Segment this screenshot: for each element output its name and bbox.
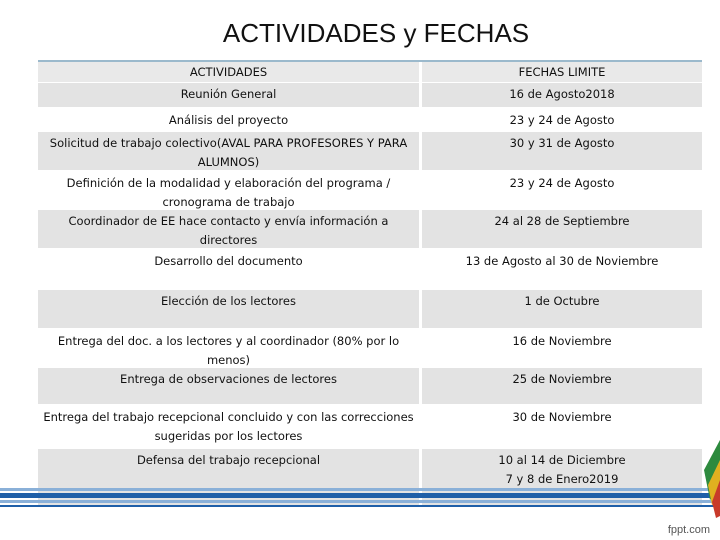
table-row [38,83,702,107]
activity-cell: Entrega de observaciones de lectores [38,368,419,404]
table-row [38,368,702,404]
table-row [38,290,702,328]
footer-brand: fppt.com [667,524,710,536]
date-cell: 30 de Noviembre [512,410,612,424]
table-row [38,330,702,368]
table-header-row [38,60,702,82]
activity-cell: Entrega del doc. a los lectores y al coordinador (80% por lo menos) [57,334,400,367]
table-row [38,109,702,130]
date-cell: 25 de Noviembre [422,368,702,404]
date-cell: 23 y 24 de Agosto [509,176,615,190]
activity-cell: Definición de la modalidad y elaboración del programa / cronograma de trabajo [66,176,391,209]
activity-cell: Análisis del proyecto [168,113,289,127]
header-deadlines: FECHAS LIMITE [422,62,702,82]
date-cell: 16 de Agosto2018 [422,83,702,107]
book-logo-icon [702,430,720,520]
activity-cell: Entrega del trabajo recepcional concluido y con las correcciones sugeridas por los lectores [43,410,414,443]
date-cell: 23 y 24 de Agosto [509,113,615,127]
date-cell: 24 al 28 de Septiembre [422,210,702,248]
activity-cell: Defensa del trabajo recepcional [38,449,419,505]
activity-cell: Coordinador de EE hace contacto y envía información a directores [38,210,419,248]
table-row [38,406,702,448]
activity-cell: Solicitud de trabajo colectivo(AVAL PARA PROFESORES Y PARA ALUMNOS) [38,132,419,170]
date-cell: 16 de Noviembre [512,334,612,348]
header-activities: ACTIVIDADES [38,62,419,82]
activity-cell: Desarrollo del documento [154,254,303,268]
table-row [38,172,702,210]
date-cell: 13 de Agosto al 30 de Noviembre [465,254,659,268]
slide-title: ACTIVIDADES y FECHAS [222,18,530,48]
date-cell: 10 al 14 de Diciembre 7 y 8 de Enero2019 [422,449,702,505]
table-row [38,210,702,248]
date-cell: 1 de Octubre [422,290,702,328]
table-row [38,250,702,288]
table-row [38,132,702,170]
activity-cell: Reunión General [38,83,419,107]
activity-cell: Elección de los lectores [38,290,419,328]
decorative-stripes [0,488,720,508]
date-cell: 30 y 31 de Agosto [422,132,702,170]
